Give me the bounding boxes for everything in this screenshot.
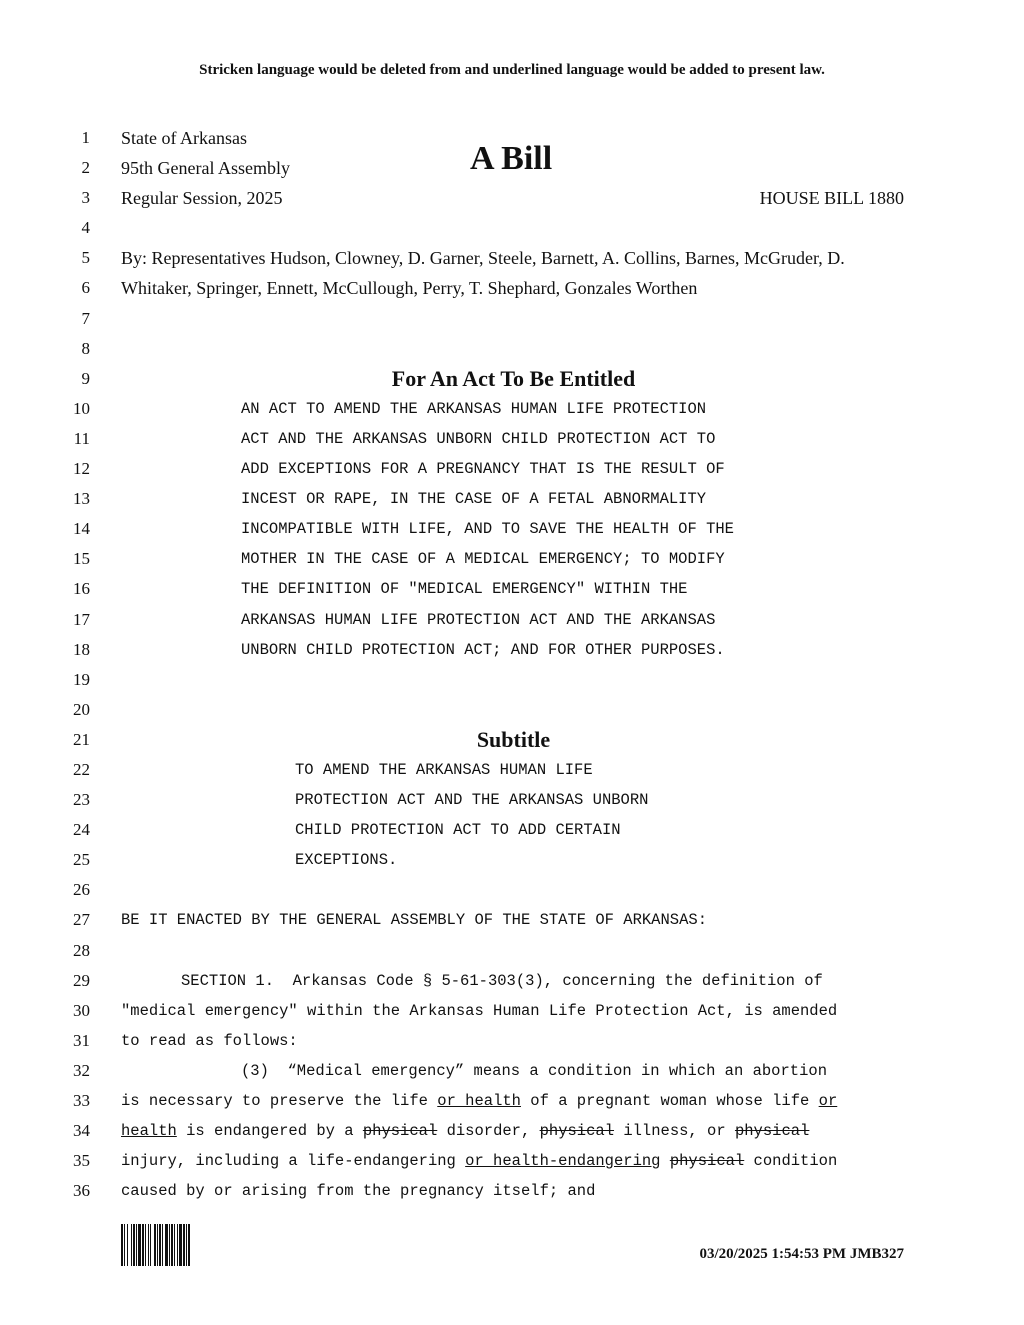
stricken-text: physical	[362, 1122, 438, 1141]
subtitle-line: TO AMEND THE ARKANSAS HUMAN LIFE	[295, 760, 593, 779]
bill-number: HOUSE BILL 1880	[759, 188, 904, 209]
line-row	[0, 936, 1024, 966]
line-row	[0, 665, 1024, 695]
line-number: 31	[73, 1030, 90, 1050]
line-row	[0, 1086, 1024, 1116]
line-number: 22	[73, 759, 90, 779]
amendment-notice: Stricken language would be deleted from and underlined language would be added to present law.	[199, 62, 825, 78]
line-row	[0, 1176, 1024, 1206]
section-text-line: caused by or arising from the pregnancy itself; and	[121, 1182, 596, 1201]
line-row	[0, 273, 1024, 303]
line-row	[0, 304, 1024, 334]
line-row	[0, 213, 1024, 243]
line-number: 26	[73, 880, 90, 900]
line-number: 36	[73, 1181, 90, 1201]
line-number: 15	[73, 549, 90, 569]
title-line: MOTHER IN THE CASE OF A MEDICAL EMERGENCY; TO MODIFY	[241, 550, 725, 569]
line-row	[0, 785, 1024, 815]
line-row	[0, 966, 1024, 996]
line-row	[0, 725, 1024, 755]
session: Regular Session, 2025	[121, 188, 283, 209]
footer-timestamp: 03/20/2025 1:54:53 PM JMB327	[699, 1246, 904, 1262]
barcode	[121, 1224, 249, 1266]
text-segment: is necessary to preserve the life	[121, 1092, 438, 1110]
line-number: 16	[73, 579, 90, 599]
title-heading: For An Act To Be Entitled	[391, 365, 636, 391]
line-row	[0, 605, 1024, 635]
section-1-heading: SECTION 1. Arkansas Code § 5-61-303(3), concerning the definition of	[181, 971, 823, 990]
text-segment: of a pregnant woman whose life	[520, 1092, 819, 1110]
text-segment: is endangered by a	[176, 1122, 363, 1141]
stricken-text: physical	[539, 1122, 615, 1141]
line-row	[0, 514, 1024, 544]
line-row	[0, 574, 1024, 604]
line-row	[0, 243, 1024, 273]
inserted-text: or health-endangering	[465, 1152, 661, 1171]
inserted-text: health	[121, 1122, 177, 1141]
line-row	[0, 123, 1024, 153]
line-row	[0, 1026, 1024, 1056]
line-number: 9	[81, 368, 90, 388]
line-number: 4	[81, 218, 90, 238]
title-line: AN ACT TO AMEND THE ARKANSAS HUMAN LIFE PROTECTION	[241, 399, 707, 418]
text-segment: illness, or	[614, 1122, 735, 1141]
line-number: 25	[73, 850, 90, 870]
line-number: 32	[73, 1060, 90, 1080]
line-number: 2	[81, 158, 90, 178]
line-number: 19	[73, 669, 90, 689]
section-text-line: "medical emergency" within the Arkansas Human Life Protection Act, is amended	[121, 1001, 838, 1020]
line-number: 8	[81, 338, 90, 358]
state-name: State of Arkansas	[121, 128, 247, 148]
line-number: 34	[73, 1121, 90, 1141]
line-number: 33	[73, 1091, 90, 1110]
line-row	[0, 815, 1024, 845]
line-number: 23	[73, 790, 90, 810]
text-segment: condition	[744, 1152, 838, 1171]
subtitle-line: CHILD PROTECTION ACT TO ADD CERTAIN	[295, 821, 621, 840]
line-number: 35	[73, 1151, 90, 1171]
line-row	[0, 394, 1024, 424]
line-number: 14	[73, 519, 90, 539]
subtitle-line: EXCEPTIONS.	[295, 851, 398, 870]
inserted-text: or	[818, 1092, 838, 1110]
line-number: 18	[73, 639, 90, 659]
section-text-line: (3) “Medical emergency” means a condition in which an abortion	[241, 1061, 827, 1080]
title-line: INCEST OR RAPE, IN THE CASE OF A FETAL ABNORMALITY	[241, 490, 707, 509]
stricken-text: physical	[669, 1152, 745, 1171]
line-row	[0, 875, 1024, 905]
line-number: 27	[73, 910, 90, 930]
section-text-line	[121, 1116, 906, 1146]
line-row	[0, 845, 1024, 875]
inserted-text: or health	[437, 1092, 521, 1110]
line-row	[0, 334, 1024, 364]
line-row	[0, 183, 1024, 213]
section-text-line	[121, 1146, 906, 1176]
stricken-text: physical	[734, 1122, 810, 1141]
line-number: 7	[81, 308, 90, 328]
general-assembly: 95th General Assembly	[121, 158, 290, 179]
line-row	[0, 635, 1024, 665]
line-row	[0, 544, 1024, 574]
line-row	[0, 364, 1024, 394]
line-row	[0, 755, 1024, 785]
title-line: UNBORN CHILD PROTECTION ACT; AND FOR OTHER PURPOSES.	[241, 640, 725, 659]
line-number: 28	[73, 940, 90, 960]
sponsors-line-1: By: Representatives Hudson, Clowney, D. Garner, Steele, Barnett, A. Collins, Barnes, McGruder, D.	[121, 248, 845, 269]
line-row	[0, 1116, 1024, 1146]
line-row	[0, 905, 1024, 935]
section-text-line: to read as follows:	[121, 1031, 298, 1050]
line-row	[0, 424, 1024, 454]
line-row	[0, 1056, 1024, 1086]
line-row	[0, 454, 1024, 484]
text-segment: injury, including a life-endangering	[121, 1152, 466, 1171]
line-number: 24	[73, 820, 90, 840]
section-text-line	[121, 1086, 906, 1116]
line-row	[0, 695, 1024, 725]
line-number: 13	[73, 489, 90, 509]
line-number: 10	[73, 398, 90, 418]
document-type-heading: A Bill	[470, 140, 553, 177]
title-line: INCOMPATIBLE WITH LIFE, AND TO SAVE THE HEALTH OF THE	[241, 520, 734, 539]
line-row	[0, 1146, 1024, 1176]
text-segment: disorder,	[437, 1122, 540, 1141]
line-number: 3	[81, 188, 90, 208]
sponsors-line-2: Whitaker, Springer, Ennett, McCullough, Perry, T. Shephard, Gonzales Worthen	[121, 278, 698, 299]
subtitle-heading: Subtitle	[476, 726, 551, 752]
line-number: 12	[73, 459, 90, 479]
line-number: 17	[73, 609, 90, 629]
line-row	[0, 996, 1024, 1026]
line-row	[0, 484, 1024, 514]
text-segment	[661, 1152, 670, 1170]
line-number: 6	[81, 278, 90, 298]
line-number: 20	[73, 699, 90, 719]
enacting-clause: BE IT ENACTED BY THE GENERAL ASSEMBLY OF THE STATE OF ARKANSAS:	[121, 911, 707, 930]
line-number: 29	[73, 970, 90, 990]
bill-body	[0, 123, 1024, 1206]
line-row	[0, 153, 1024, 183]
title-line: ADD EXCEPTIONS FOR A PREGNANCY THAT IS THE RESULT OF	[241, 460, 725, 479]
title-line: ACT AND THE ARKANSAS UNBORN CHILD PROTECTION ACT TO	[241, 429, 716, 448]
barcode-bar	[188, 1224, 190, 1266]
title-line: ARKANSAS HUMAN LIFE PROTECTION ACT AND THE ARKANSAS	[241, 610, 716, 629]
line-number: 1	[81, 128, 90, 147]
line-number: 5	[81, 248, 90, 268]
line-number: 11	[73, 428, 90, 448]
line-number: 21	[73, 729, 90, 749]
subtitle-line: PROTECTION ACT AND THE ARKANSAS UNBORN	[295, 791, 649, 810]
line-number: 30	[73, 1000, 90, 1020]
title-line: THE DEFINITION OF "MEDICAL EMERGENCY" WITHIN THE	[241, 580, 688, 599]
